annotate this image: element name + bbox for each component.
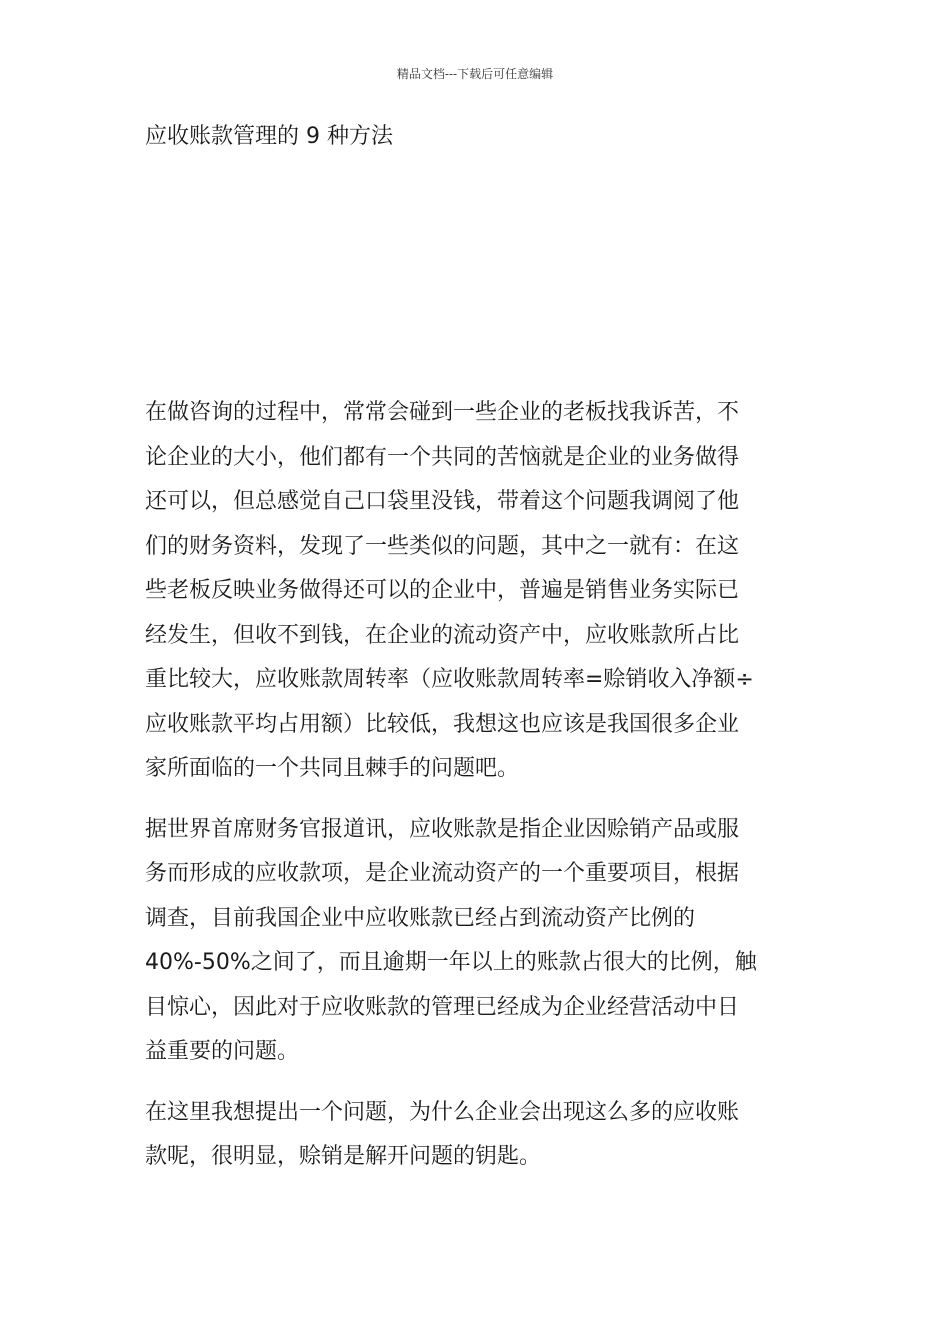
paragraph-line: 在这里我想提出一个问题，为什么企业会出现这么多的应收账 — [145, 1099, 740, 1125]
paragraph-line: 务而形成的应收款项，是企业流动资产的一个重要项目，根据 — [145, 861, 740, 886]
paragraph-question — [145, 1091, 805, 1180]
paragraph-line: 据世界首席财务官报道讯，应收账款是指企业因赊销产品或服 — [145, 816, 740, 842]
paragraph-line: 还可以，但总感觉自己口袋里没钱，带着这个问题我调阅了他 — [145, 489, 740, 514]
paragraph-line: 益重要的问题。 — [145, 1039, 300, 1064]
page-header-note: 精品文档---下载后可任意编辑 — [396, 67, 554, 81]
paragraph-line: 重比较大，应收账款周转率（应收账款周转率=赊销收入净额÷ — [145, 667, 754, 692]
document-title: 应收账款管理的 9 种方法 — [145, 124, 393, 149]
paragraph-line: 在做咨询的过程中，常常会碰到一些企业的老板找我诉苦，不 — [145, 400, 740, 425]
paragraph-line: 们的财务资料，发现了一些类似的问题，其中之一就有：在这 — [145, 533, 740, 559]
paragraph-statistics — [145, 808, 805, 1075]
paragraph-line: 论企业的大小，他们都有一个共同的苦恼就是企业的业务做得 — [145, 444, 740, 470]
paragraph-line: 些老板反映业务做得还可以的企业中，普遍是销售业务实际已 — [145, 578, 740, 603]
paragraph-line: 应收账款平均占用额）比较低，我想这也应该是我国很多企业 — [145, 711, 740, 737]
paragraph-line: 款呢，很明显，赊销是解开问题的钥匙。 — [145, 1144, 542, 1169]
paragraph-line: 经发生，但收不到钱，在企业的流动资产中，应收账款所占比 — [145, 622, 740, 648]
paragraph-line: 目惊心，因此对于应收账款的管理已经成为企业经营活动中日 — [145, 994, 740, 1020]
paragraph-intro — [145, 391, 805, 792]
paragraph-line: 家所面临的一个共同且棘手的问题吧。 — [145, 756, 520, 781]
document-body — [145, 391, 805, 1196]
paragraph-line: 40%-50%之间了，而且逾期一年以上的账款占很大的比例，触 — [145, 950, 757, 975]
paragraph-line: 调查，目前我国企业中应收账款已经占到流动资产比例的 — [145, 905, 696, 931]
